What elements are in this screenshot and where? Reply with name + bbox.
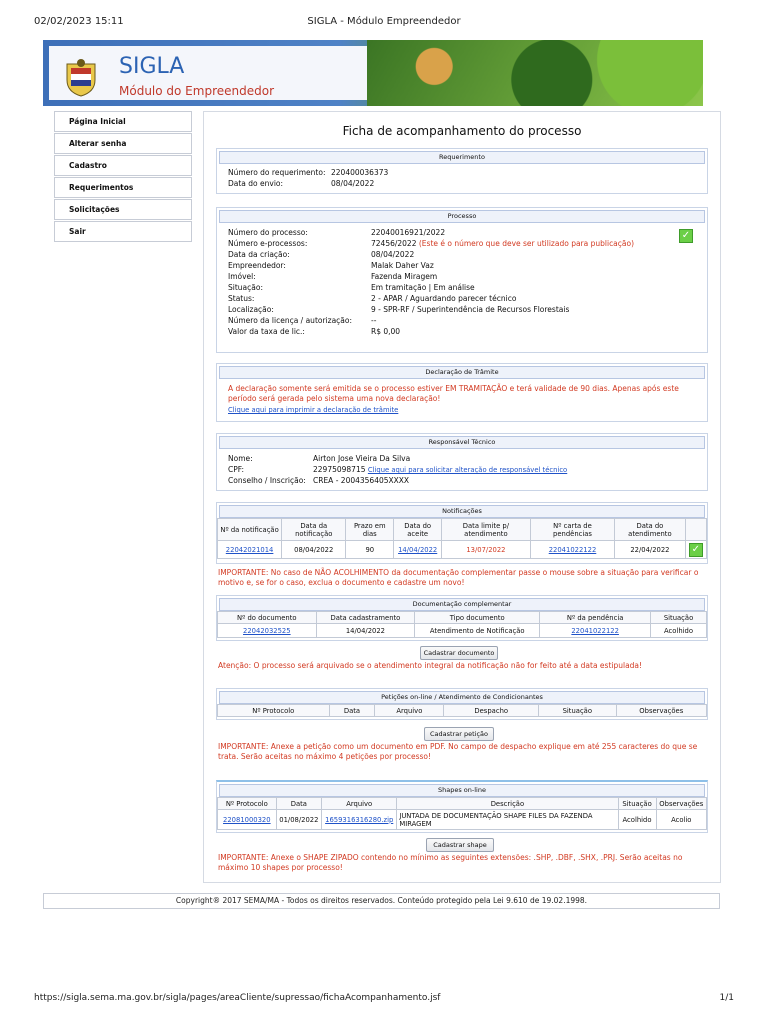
app-name: SIGLA [119,54,185,79]
column-header: Arquivo [322,798,397,810]
column-header: Data do atendimento [615,519,685,541]
column-header: Data limite p/ atendimento [442,519,531,541]
banner-leaves-image [367,40,703,106]
column-header: Nº da notificação [218,519,282,541]
notificacoes-section [216,502,708,564]
processo-value: 2 - APAR / Aguardando parecer técnico [371,294,517,303]
responsavel-nome-value: Airton Jose Vieira Da Silva [313,454,411,463]
section-header: Requerimento [219,151,705,164]
table-row [218,624,707,638]
table-cell: Atendimento de Notificação [415,624,540,638]
processo-value: -- [371,316,377,325]
column-header: Data [329,705,375,717]
section-header: Responsável Técnico [219,436,705,449]
table-row [218,810,707,830]
shapes-table [217,797,707,830]
shapes-warning: IMPORTANTE: Anexe o SHAPE ZIPADO contendo no mínimo as seguintes extensões: .SHP, .DBF, .SHX, .PRJ. Serão aceitas no máximo 10 shapes por processo! [218,853,683,872]
column-header: Nº Protocolo [218,798,277,810]
responsavel-conselho-value: CREA - 2004356405XXXX [313,476,410,485]
print-header [34,16,734,30]
responsavel-conselho-label: Conselho / Inscrição: [228,476,306,485]
status-check-icon: ✓ [689,543,703,557]
column-header: Nº da pendência [540,612,651,624]
table-cell: 01/08/2022 [276,810,321,830]
documentacao-warning: Atenção: O processo será arquivado se o atendimento integral da notificação não for feito até a data estipulada! [218,661,643,670]
column-header: Nº Protocolo [218,705,330,717]
processo-value: Em tramitação | Em análise [371,283,475,292]
status-check-icon: ✓ [679,229,693,243]
sidebar-item-sair[interactable]: Sair [54,221,192,242]
responsavel-nome-label: Nome: [228,454,253,463]
processo-value: Malak Daher Vaz [371,261,434,270]
processo-value: 9 - SPR-RF / Superintendência de Recursos Florestais [371,305,570,314]
shapes-section [216,780,708,833]
table-header-row [218,705,707,717]
main-panel [203,111,721,883]
processo-label: Status: [228,294,255,303]
processo-value: Fazenda Miragem [371,272,438,281]
section-header: Shapes on-line [219,784,705,797]
documentacao-table [217,611,707,638]
table-cell: 90 [346,541,394,559]
sidebar-item-solicitacoes[interactable]: Solicitações [54,199,192,220]
print-url: https://sigla.sema.ma.gov.br/sigla/pages/areaCliente/supressao/fichaAcompanhamento.jsf [34,993,441,1003]
notificacoes-warning: IMPORTANTE: No caso de NÃO ACOLHIMENTO da documentação complementar passe o mouse sobre a situação para verificar o motivo e, se for o caso, exclua o documento e cadastre um novo! [218,568,699,587]
cpf-number: 22975098715 [313,465,366,474]
column-header: Prazo em dias [346,519,394,541]
column-header: Nº carta de pendências [530,519,615,541]
copyright-footer: Copyright® 2017 SEMA/MA - Todos os direitos reservados. Conteúdo protegido pela Lei 9.610 de 19.02.1998. [43,893,720,909]
table-header-row [218,519,707,541]
section-header: Declaração de Trâmite [219,366,705,379]
data-limite-cell: 13/07/2022 [442,541,531,559]
processo-section [216,207,708,353]
section-header: Documentação complementar [219,598,705,611]
section-header: Petições on-line / Atendimento de Condicionantes [219,691,705,704]
cadastrar-peticao-button[interactable]: Cadastrar petição [424,727,494,741]
column-header: Situação [651,612,707,624]
shape-arquivo-link[interactable]: 1659316316280.zip [322,810,397,830]
app-banner [43,40,703,106]
print-page-title: SIGLA - Módulo Empreendedor [307,16,461,27]
section-header: Notificações [219,505,705,518]
column-header: Situação [618,798,656,810]
sidebar-item-pagina-inicial[interactable]: Página Inicial [54,111,192,132]
page-title: Ficha de acompanhamento do processo [342,124,582,138]
table-header-row [218,612,707,624]
processo-label: Valor da taxa de lic.: [228,327,305,336]
responsavel-cpf-label: CPF: [228,465,245,474]
table-header-row [218,798,707,810]
processo-label: Número do processo: [228,228,308,237]
data-aceite-link[interactable]: 14/04/2022 [394,541,442,559]
sidebar-item-requerimentos[interactable]: Requerimentos [54,177,192,198]
table-cell: Acolio [656,810,706,830]
requerimento-data-label: Data do envio: [228,179,284,188]
peticoes-section [216,688,708,720]
section-header: Processo [219,210,705,223]
imprimir-declaracao-link[interactable]: Clique aqui para imprimir a declaração de trâmite [228,406,399,414]
processo-value: 08/04/2022 [371,250,415,259]
table-cell: Acolhido [651,624,707,638]
check-cell [685,541,706,559]
e-processo-note: (Este é o número que deve ser utilizado para publicação) [418,239,635,248]
banner-logo-area [49,46,367,100]
column-header-empty [685,519,706,541]
processo-label: Imóvel: [228,272,256,281]
pendencia-number-link[interactable]: 22041022122 [540,624,651,638]
declaracao-section [216,363,708,422]
processo-value [371,239,634,248]
processo-value: 22040016921/2022 [371,228,446,237]
e-processo-number: 72456/2022 [371,239,417,248]
column-header: Data cadastramento [316,612,415,624]
sidebar-item-alterar-senha[interactable]: Alterar senha [54,133,192,154]
column-header: Observações [616,705,706,717]
processo-label: Número e-processos: [228,239,308,248]
requerimento-numero-label: Número do requerimento: [228,168,326,177]
cadastrar-documento-button[interactable]: Cadastrar documento [420,646,498,660]
sidebar-item-cadastro[interactable]: Cadastro [54,155,192,176]
peticoes-warning: IMPORTANTE: Anexe a petição como um documento em PDF. No campo de despacho explique em até 255 caracteres do que se trata. Serão aceitas no máximo 4 petições por processo! [218,742,698,761]
print-page-count: 1/1 [719,993,734,1003]
shape-protocolo-link[interactable]: 22081000320 [218,810,277,830]
requerimento-numero-value: 220400036373 [331,168,389,177]
column-header: Data [276,798,321,810]
cadastrar-shape-button[interactable]: Cadastrar shape [426,838,494,852]
notificacao-number-link[interactable]: 22042021014 [218,541,282,559]
table-cell: JUNTADA DE DOCUMENTAÇÃO SHAPE FILES DA FAZENDA MIRAGEM [397,810,618,830]
column-header: Observações [656,798,706,810]
processo-label: Localização: [228,305,274,314]
column-header: Data da notificação [282,519,346,541]
alterar-responsavel-link[interactable]: Clique aqui para solicitar alteração de responsável técnico [367,466,568,474]
peticoes-table [217,704,707,717]
maranhao-crest-icon [63,58,99,98]
column-header: Arquivo [375,705,444,717]
table-cell: 22/04/2022 [615,541,685,559]
processo-value: R$ 0,00 [371,327,401,336]
processo-label: Número da licença / autorização: [228,316,353,325]
column-header: Despacho [444,705,539,717]
column-header: Nº do documento [218,612,317,624]
responsavel-cpf-value [313,465,567,474]
print-datetime: 02/02/2023 15:11 [34,16,124,27]
sidebar-menu [54,111,192,243]
column-header: Situação [539,705,617,717]
declaracao-warning: A declaração somente será emitida se o processo estiver EM TRAMITAÇÃO e terá validade de 90 dias. Apenas após este período será gerada pelo sistema uma nova declaração! [228,384,679,403]
documentacao-section [216,595,708,641]
documento-number-link[interactable]: 22042032525 [218,624,317,638]
processo-label: Situação: [228,283,263,292]
column-header: Descrição [397,798,618,810]
column-header: Data do aceite [394,519,442,541]
notificacoes-table [217,518,707,559]
app-subtitle: Módulo do Empreendedor [119,84,275,98]
table-cell: 08/04/2022 [282,541,346,559]
table-cell: 14/04/2022 [316,624,415,638]
requerimento-data-value: 08/04/2022 [331,179,375,188]
carta-pendencias-link[interactable]: 22041022122 [530,541,615,559]
requerimento-section [216,148,708,194]
responsavel-section [216,433,708,491]
processo-label: Empreendedor: [228,261,286,270]
table-cell: Acolhido [618,810,656,830]
processo-label: Data da criação: [228,250,290,259]
column-header: Tipo documento [415,612,540,624]
table-row [218,541,707,559]
